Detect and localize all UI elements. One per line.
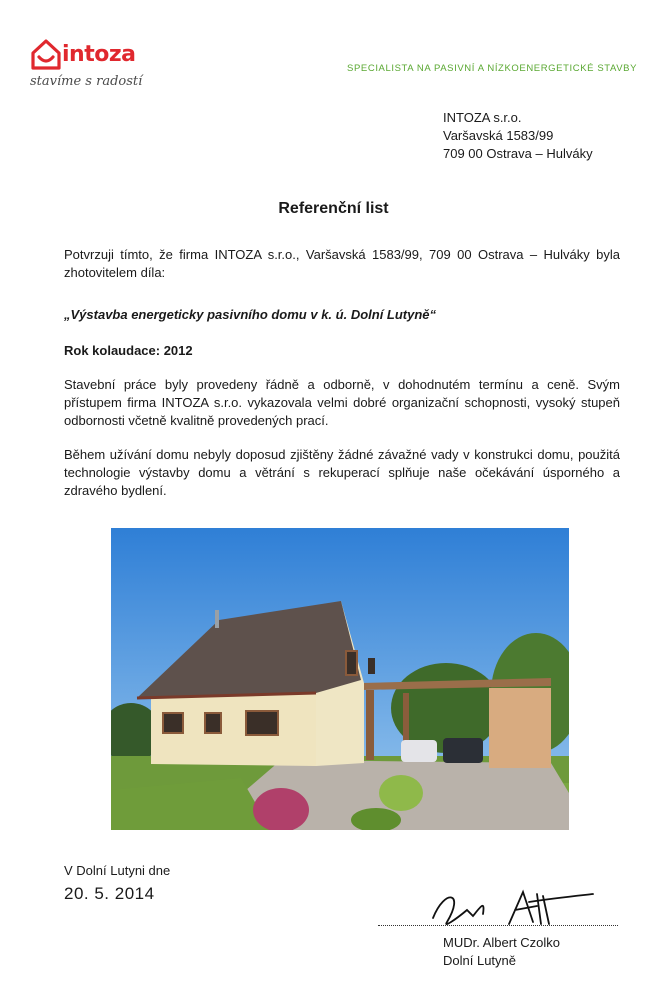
house-photo	[111, 528, 569, 830]
house-logo-icon	[30, 38, 62, 70]
company-address	[443, 109, 593, 163]
signing-date: 20. 5. 2014	[64, 884, 155, 903]
address-line-company: INTOZA s.r.o.	[443, 110, 522, 125]
signing-place: V Dolní Lutyni dne	[64, 863, 171, 878]
signer-name: MUDr. Albert Czolko	[443, 935, 561, 950]
signer-place: Dolní Lutyně	[443, 953, 516, 968]
intro-paragraph: Potvrzuji tímto, že firma INTOZA s.r.o., Varšavská 1583/99, 709 00 Ostrava – Hulváky byla zhotovitelem díla:	[64, 247, 620, 280]
logo-tagline: stavíme s radostí	[30, 74, 143, 89]
logo-wordmark: intoza	[62, 42, 136, 67]
document-title: Referenční list	[278, 200, 389, 217]
completion-year: Rok kolaudace: 2012	[64, 343, 193, 358]
address-line-street: Varšavská 1583/99	[443, 128, 554, 143]
signature-line	[378, 925, 618, 926]
company-slogan: SPECIALISTA NA PASIVNÍ A NÍZKOENERGETICKÉ STAVBY	[347, 63, 637, 74]
address-line-city: 709 00 Ostrava – Hulváky	[443, 146, 593, 161]
usage-paragraph: Během užívání domu nebyly doposud zjištěny žádné závažné vady v konstrukci domu, použitá technologie výstavby domu a větrání s rekuperací splňuje naše očekávání úsporného a zdravého bydlení.	[64, 447, 620, 498]
quality-paragraph: Stavební práce byly provedeny řádně a odborně, v dohodnutém termínu a ceně. Svým přístupem firma INTOZA s.r.o. vykazovala velmi dobré organizační schopnosti, vysoký stupeň odbornosti včetně kvalitně provedených prací.	[64, 377, 620, 428]
project-name: „Výstavba energeticky pasivního domu v k. ú. Dolní Lutyně“	[64, 307, 437, 322]
signer-block	[443, 934, 560, 970]
company-logo	[30, 38, 150, 96]
